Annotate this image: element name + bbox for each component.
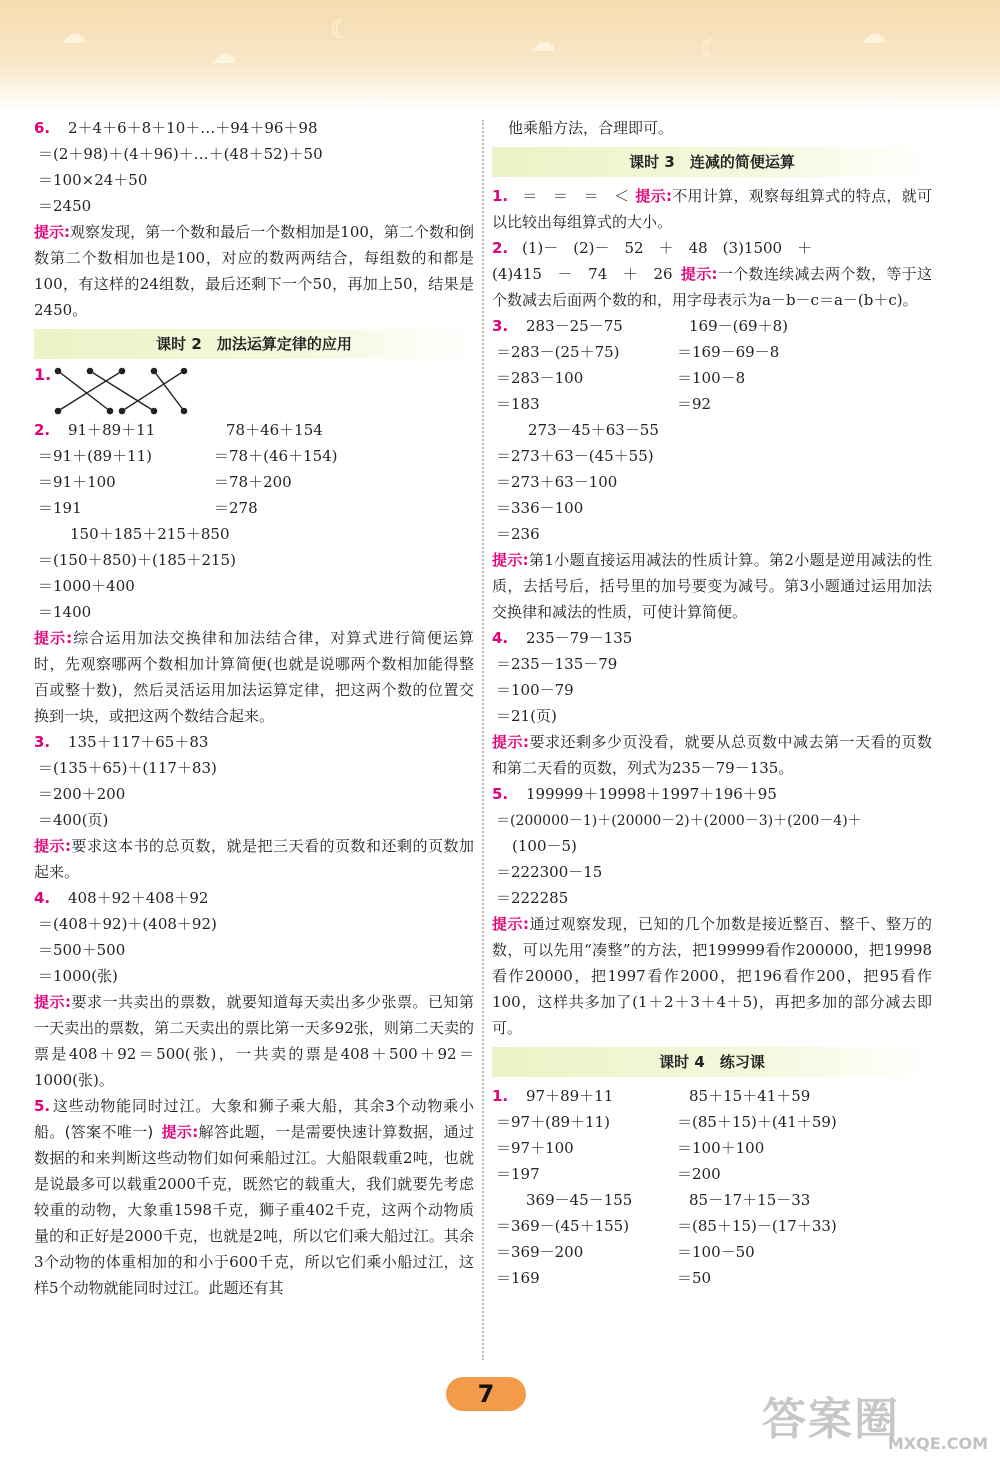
cloud-decoration-icon: ☁	[860, 20, 886, 50]
left-column	[34, 115, 474, 1301]
expr-line: ＝2450	[38, 197, 92, 215]
question-5: 5. 199999＋19998＋1997＋196＋95 ＝(200000－1)＋(20000－2)＋(2000－3)＋(200－4)＋ (100－5) ＝222300－15 ＝222285 提示:通过观察发现，已知的几个加数是接近整百、整千、整万的数，可以先用“凑整”的方法，把199999看作200000，把19998看作20000，把1997看作2000，把196看作200，把95看作100，这样共多加了(1＋2＋3＋4＋5)，再把多加的部分减去即可。	[492, 781, 932, 1041]
page-number: 7	[446, 1377, 526, 1411]
matching-lines-diagram	[54, 365, 204, 417]
lesson-2-heading: 课时 2 加法运算定律的应用	[34, 329, 474, 359]
hint: 提示:综合运用加法交换律和加法结合律，对算式进行简便运算时，先观察哪两个数相加计算简便(也就是说哪两个数相加能得整百或整十数)，然后灵活运用加法运算定律，把这两个数的位置交换到一块，或把这两个数结合起来。	[34, 629, 474, 725]
moon-decoration-icon: ☾	[700, 35, 724, 65]
hint: 提示:要求这本书的总页数，就是把三天看的页数和还剩的页数加起来。	[34, 837, 474, 881]
hint: 提示:要求还剩多少页没看，就要从总页数中减去第一天看的页数和第二天看的页数，列式为235－79－135。	[492, 733, 932, 777]
question-3: 3. 135＋117＋65＋83 ＝(135＋65)＋(117＋83) ＝200＋200 ＝400(页) 提示:要求这本书的总页数，就是把三天看的页数和还剩的页数加起来。	[34, 729, 474, 885]
question-2: 2. 91＋89＋11 ＝91＋(89＋11) ＝91＋100 ＝191 78＋46＋154 ＝78＋(46＋154) ＝78＋200 ＝278 150＋185＋215＋850 ＝(150＋850)＋(185＋215) ＝1000＋400 ＝1400 提示:综合运用加法交换律和加法结合律，对算式进行简便运算时，先观察哪两个数相加计算简便(也就是说哪两个数相加能得整百或整十数)，然后灵活运用加法运算定律，把这两个数的位置交换到一块，或把这两个数结合起来。	[34, 417, 474, 729]
column-divider	[482, 120, 484, 1360]
hint: 提示:观察发现，第一个数和最后一个数相加是100，第二个数和倒数第二个数相加也是100，对应的数两两结合，每组数的和都是100，有这样的24组数，最后还剩下一个50，再加上50，结果是2450。	[34, 223, 474, 319]
question-4: 4. 235－79－135 ＝235－135－79 ＝100－79 ＝21(页) 提示:要求还剩多少页没看，就要从总页数中减去第一天看的页数和第二天看的页数，列式为235－79－135。	[492, 625, 932, 781]
question-5: 5. 这些动物能同时过江。大象和狮子乘大船，其余3个动物乘小船。(答案不唯一) 提示:解答此题，一是需要快速计算数据，通过数据的和来判断这些动物们如何乘船过江。大船限载重2吨，也就是说最多可以载重2000千克，既然它的载重大，我们就要先考虑较重的动物，大象重1598千克，狮子重402千克，这两个动物质量的和正好是2000千克，也就是2吨，所以它们乘大船过江。其余3个动物的体重相加的和小于600千克，所以它们乘小船过江，这样5个动物就能同时过江。此题还有其	[34, 1097, 474, 1297]
watermark-logo: 答案圈 MXQE.COM	[762, 1394, 988, 1453]
moon-decoration-icon: ☾	[330, 15, 354, 45]
hint: 提示:通过观察发现，已知的几个加数是接近整百、整千、整万的数，可以先用“凑整”的方法，把199999看作200000，把19998看作20000，把1997看作2000，把196看作200，把95看作100，这样共多加了(1＋2＋3＋4＋5)，再把多加的部分减去即可。	[492, 915, 932, 1037]
question-1: 1. ＝ ＝ ＝ ＜ 提示:不用计算，观察每组算式的特点，就可以比较出每组算式的大小。	[492, 187, 932, 231]
right-column	[492, 115, 932, 1291]
question-1: 1.	[34, 365, 474, 417]
cloud-decoration-icon: ☁	[530, 28, 556, 58]
practice-question-1: 1. 97＋89＋11 ＝97＋(89＋11) ＝97＋100 ＝197 85＋15＋41＋59 ＝(85＋15)＋(41＋59) ＝100＋100 ＝200 369－45－155 ＝369－(45＋155) ＝369－200 ＝169 85－17＋15－33 ＝(85＋15)－(17＋33) ＝100－50 ＝50	[492, 1087, 837, 1287]
expr-line: ＝(2＋98)＋(4＋96)＋…＋(48＋52)＋50	[38, 145, 323, 163]
cloud-decoration-icon: ☁	[60, 20, 86, 50]
question-3: 3. 283－25－75 ＝283－(25＋75) ＝283－100 ＝183 169－(69＋8) ＝169－69－8 ＝100－8 ＝92 273－45＋63－55 ＝273＋63－(45＋55) ＝273＋63－100 ＝336－100 ＝236 提示:第1小题直接运用减法的性质计算。第2小题是逆用减法的性质，去括号后，括号里的加号要变为减号。第3小题通过运用加法交换律和减法的性质，可使计算简便。	[492, 313, 932, 625]
cloud-decoration-icon: ☁	[210, 40, 236, 70]
header-banner	[0, 0, 1000, 110]
lesson-3-heading: 课时 3 连减的简便运算	[492, 147, 932, 177]
question-2: 2. (1)－ (2)－ 52 ＋ 48 (3)1500 ＋ (4)415 － 74 ＋ 26 提示:一个数连续减去两个数，等于这个数减去后面两个数的和，用字母表示为a－b－c＝a－(b＋c)。	[492, 239, 932, 309]
expr-line: ＝100×24＋50	[38, 171, 148, 189]
expr-line: 2＋4＋6＋8＋10＋…＋94＋96＋98	[68, 119, 318, 137]
lesson-4-heading: 课时 4 练习课	[492, 1047, 932, 1077]
question-4: 4. 408＋92＋408＋92 ＝(408＋92)＋(408＋92) ＝500＋500 ＝1000(张) 提示:要求一共卖出的票数，就要知道每天卖出多少张票。已知第一天卖出的票数，第二天卖出的票比第一天多92张，则第二天卖的票是408＋92＝500(张)，一共卖的票是408＋500＋92＝1000(张)。	[34, 885, 474, 1093]
continued-text: 他乘船方法，合理即可。	[508, 119, 674, 137]
hint: 提示:第1小题直接运用减法的性质计算。第2小题是逆用减法的性质，去括号后，括号里的加号要变为减号。第3小题通过运用加法交换律和减法的性质，可使计算简便。	[492, 551, 933, 621]
hint: 提示:要求一共卖出的票数，就要知道每天卖出多少张票。已知第一天卖出的票数，第二天卖出的票比第一天多92张，则第二天卖的票是408＋92＝500(张)，一共卖的票是408＋500＋92＝1000(张)。	[34, 993, 474, 1089]
question-6: 6. 2＋4＋6＋8＋10＋…＋94＋96＋98 ＝(2＋98)＋(4＋96)＋…＋(48＋52)＋50 ＝100×24＋50 ＝2450 提示:观察发现，第一个数和最后一个数相加是100，第二个数和倒数第二个数相加也是100，对应的数两两结合，每组数的和都是100，有这样的24组数，最后还剩下一个50，再加上50，结果是2450。	[34, 115, 474, 323]
